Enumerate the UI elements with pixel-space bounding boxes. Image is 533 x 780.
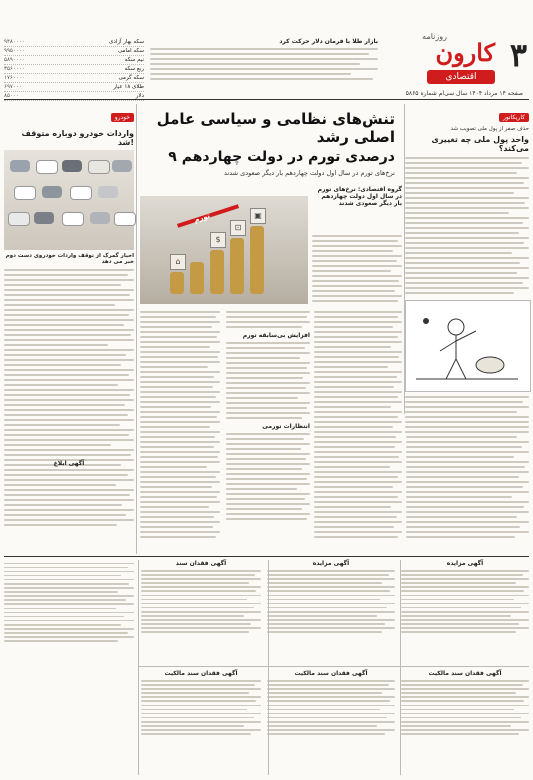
lead-summary: گروه اقتصادی: نرخ‌های تورم در سال اول دولت چهاردهم بار دیگر صعودی شدند (317, 186, 402, 207)
main-headline-2: ۹ درصدی تورم در دولت چهاردهم (168, 149, 395, 165)
car-shape (114, 212, 136, 226)
ticker-row: ۹۹۵۰۰۰۰ سکه امامی (4, 48, 144, 54)
text-line (150, 58, 378, 60)
cars-photo (4, 150, 134, 250)
fuel-block-icon: ▣ (250, 208, 266, 224)
lead-body (312, 232, 402, 305)
car-photo-caption: اخبار گمرک از توقف واردات خودروی دست دوم خبر می دهد (5, 253, 134, 265)
car-shape (112, 160, 132, 172)
notice-box (4, 460, 134, 470)
notice-box (267, 560, 395, 636)
masthead (0, 0, 533, 100)
subhead: انتظارات تورمی (262, 423, 310, 430)
subhead: افزایش بی‌سابقه تورم (242, 332, 310, 339)
text-line (150, 73, 351, 75)
notice-box (141, 670, 261, 737)
section-tag: کاریکاتور (499, 113, 529, 122)
main-headline-block (133, 110, 395, 177)
notice-title: آگهی مزایده (312, 560, 350, 567)
car-shape (98, 186, 118, 198)
cart-block-icon: ⊡ (230, 220, 246, 236)
column-rule (268, 560, 269, 775)
dollar-block-icon: $ (210, 232, 226, 248)
left-column-body (4, 269, 134, 526)
right-subtitle: حذف صفر از پول ملی تصویب شد (450, 126, 529, 132)
section-tag: خودرو (111, 113, 134, 122)
header-news (150, 38, 378, 96)
ticker-row: ۹۴۸۰۰۰۰ سکه بهار آزادی (4, 39, 144, 45)
body-column (226, 308, 310, 523)
column-rule (404, 104, 405, 414)
right-column-body (405, 157, 529, 294)
notice-title: آگهی فقدان سند (175, 560, 227, 567)
brand-super: روزنامه (422, 32, 447, 41)
notice-row-rule (138, 666, 529, 667)
notices-divider (4, 556, 529, 557)
coin-stack (210, 250, 224, 294)
brand-sub: اقتصادی (427, 70, 495, 84)
notice-box (4, 560, 134, 644)
car-shape (10, 160, 30, 172)
photo-label: تورم (193, 211, 212, 225)
car-shape (34, 212, 54, 224)
notice-title: آگهی ابلاغ (53, 460, 85, 467)
notice-title: آگهی فقدان سند مالکیت (428, 670, 502, 677)
car-shape (62, 212, 84, 226)
notice-title: آگهی مزایده (446, 560, 484, 567)
body-column (314, 308, 402, 541)
ticker-row: ۵۸۹۰۰۰۰ نیم سکه (4, 57, 144, 63)
car-shape (70, 186, 92, 200)
text-line (150, 63, 360, 65)
notice-box (267, 670, 395, 737)
page-number: ۳ (509, 36, 527, 74)
body-column (406, 418, 529, 541)
brand-logo: کارون (435, 38, 495, 67)
text-line (150, 53, 369, 55)
car-shape (8, 212, 30, 226)
coin-stack (250, 226, 264, 294)
car-shape (62, 160, 82, 172)
car-shape (36, 160, 58, 174)
dateline: صفحه ۱۴ مرداد ۱۴۰۴ سال سی‌ام شماره ۵۸۶۵ (405, 90, 523, 97)
notice-title: آگهی فقدان سند مالکیت (294, 670, 368, 677)
header-news-title: بازار طلا با فرمان دلار حرکت کرد (279, 38, 378, 45)
column-rule (400, 560, 401, 775)
car-article-title: واردات خودرو دوباره متوقف شد! (21, 129, 134, 147)
coin-stack (170, 272, 184, 294)
body-column (140, 308, 220, 541)
car-shape (88, 160, 110, 174)
notice-title: آگهی فقدان سند مالکیت (164, 670, 238, 677)
coin-stack (190, 262, 204, 294)
main-kicker: نرخ‌های تورم در سال اول دولت چهاردهم بار دیگر صعودی شدند (224, 169, 395, 177)
notice-box (401, 670, 529, 737)
cartoon-illustration (405, 300, 531, 392)
text-line (150, 78, 373, 80)
right-article-title: واحد پول ملی چه تغییری می‌کند؟ (431, 135, 529, 153)
right-column (405, 104, 529, 414)
text-line (150, 68, 378, 70)
main-headline-1: تنش‌های نظامی و سیاسی عامل اصلی رشد (156, 110, 395, 146)
ticker-row: ۸۵۰۰۰ دلار (4, 93, 144, 99)
legal-notices (4, 460, 529, 775)
header-divider (4, 99, 529, 100)
inflation-photo (140, 196, 308, 304)
car-shape (90, 212, 110, 224)
car-shape (14, 186, 36, 200)
ticker-row: ۳۵۶۰۰۰۰ ربع سکه (4, 66, 144, 72)
car-shape (42, 186, 62, 198)
coin-stack (230, 238, 244, 294)
left-column (4, 104, 134, 550)
ticker-row: ۶۹۷۰۰۰ طلای ۱۸ عیار (4, 84, 144, 90)
notice-box (141, 560, 261, 636)
notice-box (401, 560, 529, 636)
text-line (150, 48, 378, 50)
column-rule (138, 560, 139, 775)
market-ticker (4, 38, 144, 100)
ticker-row: ۱۷۶۰۰۰۰ سکه گرمی (4, 75, 144, 81)
home-block-icon: ⌂ (170, 254, 186, 270)
cartoon-drawing (406, 301, 528, 389)
